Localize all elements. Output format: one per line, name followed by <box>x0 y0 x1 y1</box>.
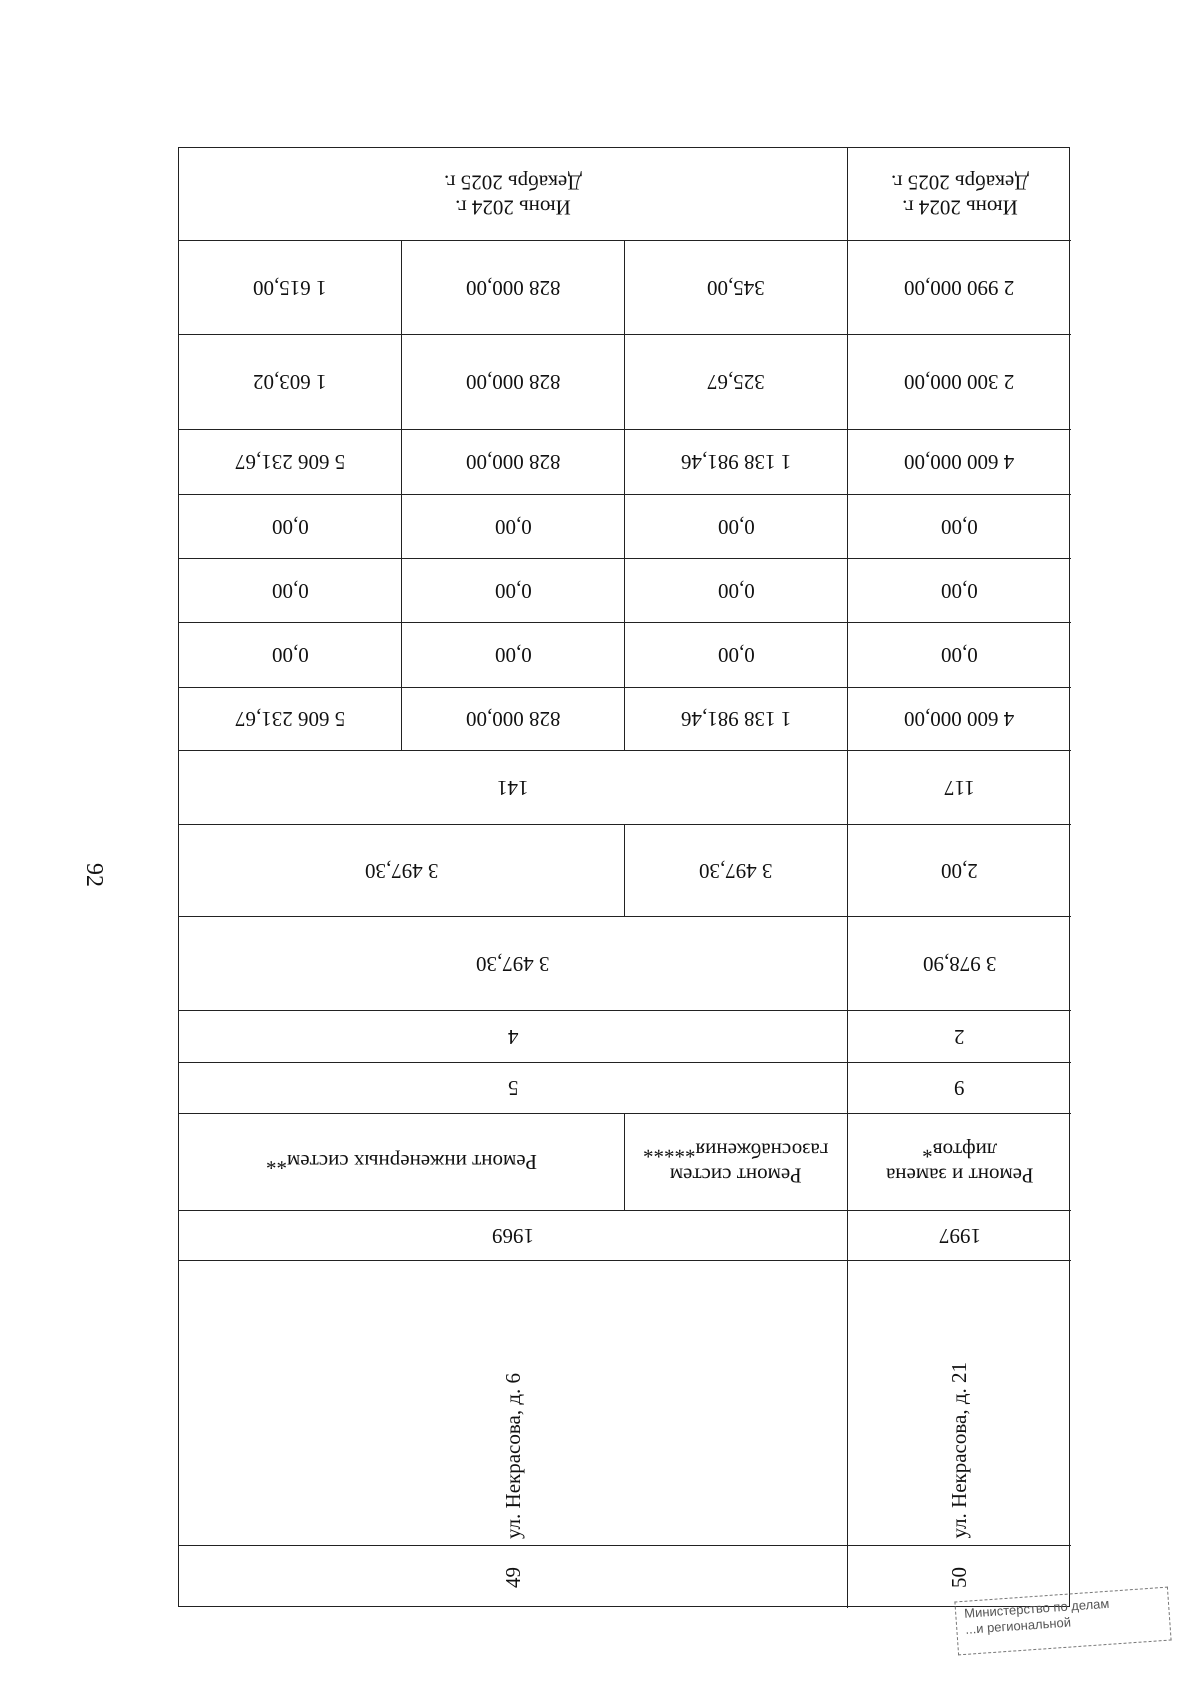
address-house-49-text: ул. Некрасова, д. 6 <box>500 1372 525 1539</box>
cost-row-4-col-2 <box>402 559 625 623</box>
register-table <box>178 147 1070 1607</box>
cost-row-2-col-2-text: 828 000,00 <box>465 450 561 475</box>
cost-row-2-col-2 <box>402 430 625 495</box>
work-house-49-engineering <box>179 1114 625 1211</box>
cost-row-1-col-1-text: 1 603,02 <box>253 370 327 395</box>
cost-row-3-col-2 <box>402 495 625 559</box>
cost-row-4-col-3-text: 0,00 <box>717 579 755 604</box>
table-grid <box>179 148 1069 1606</box>
cost-row-0-col-2-text: 828 000,00 <box>465 276 561 301</box>
cost-row-4-col-3 <box>625 559 848 623</box>
work-house-49-engineering-text: Ремонт инженерных систем** <box>265 1150 538 1175</box>
entrances-house-49-text: 4 <box>507 1025 519 1050</box>
cost-row-4-col-4-text: 0,00 <box>941 579 978 604</box>
cost-row-1-col-1 <box>179 335 402 430</box>
cost-row-0-col-1-text: 1 615,00 <box>253 276 327 301</box>
cost-row-2-col-4 <box>848 430 1071 495</box>
cost-row-6-col-3-text: 1 138 981,46 <box>680 707 792 732</box>
cost-row-5-col-1-text: 0,00 <box>271 643 309 668</box>
total-area-house-50 <box>848 917 1071 1011</box>
year-house-49 <box>179 1211 848 1261</box>
year-house-49-text: 1969 <box>492 1224 534 1249</box>
year-house-50 <box>848 1211 1071 1261</box>
cost-row-5-col-4 <box>848 623 1071 688</box>
floors-house-49-text: 141 <box>497 776 529 801</box>
cost-row-6-col-1 <box>179 688 402 751</box>
cost-row-5-col-3-text: 0,00 <box>717 643 755 668</box>
cost-row-1-col-3-text: 325,67 <box>707 370 765 395</box>
area-house-49-b-text: 3 497,30 <box>364 859 439 884</box>
year-house-50-text: 1997 <box>938 1224 981 1249</box>
address-house-50-text: ул. Некрасова, д. 21 <box>947 1362 971 1539</box>
cost-row-3-col-3-text: 0,00 <box>717 515 755 540</box>
area-house-49-a-text: 3 497,30 <box>699 859 773 884</box>
cost-row-1-col-4 <box>848 335 1071 430</box>
cost-row-6-col-1-text: 5 606 231,67 <box>234 707 346 732</box>
work-house-50-lifts <box>848 1114 1071 1211</box>
cost-row-5-col-1 <box>179 623 402 688</box>
header-period-left-text: Июнь 2024 г. Декабрь 2025 г. <box>444 170 582 220</box>
area-house-50-text: 2,00 <box>941 859 978 884</box>
number-house-49 <box>179 1546 848 1608</box>
cost-row-4-col-4 <box>848 559 1071 623</box>
cost-row-2-col-3-text: 1 138 981,46 <box>680 450 792 475</box>
cost-row-0-col-3-text: 345,00 <box>707 276 765 301</box>
storeys-house-49 <box>179 1063 848 1114</box>
page-number: 92 <box>81 863 107 887</box>
work-house-49-gas-text: Ремонт систем газоснабжения***** <box>643 1138 829 1188</box>
cost-row-6-col-2-text: 828 000,00 <box>465 707 561 732</box>
total-area-house-49-text: 3 497,30 <box>476 952 550 977</box>
cost-row-3-col-1 <box>179 495 402 559</box>
cost-row-0-col-4 <box>848 241 1071 335</box>
cost-row-6-col-4-text: 4 600 000,00 <box>904 707 1015 732</box>
cost-row-6-col-4 <box>848 688 1071 751</box>
cost-row-1-col-2 <box>402 335 625 430</box>
storeys-house-50 <box>848 1063 1071 1114</box>
cost-row-0-col-2 <box>402 241 625 335</box>
cost-row-3-col-3 <box>625 495 848 559</box>
area-house-50 <box>848 825 1071 917</box>
cost-row-3-col-4-text: 0,00 <box>941 515 978 540</box>
floors-house-49 <box>179 751 848 825</box>
area-house-49-a <box>625 825 848 917</box>
header-period-left <box>179 148 848 241</box>
cost-row-4-col-1 <box>179 559 402 623</box>
floors-house-50-text: 117 <box>944 776 975 801</box>
cost-row-5-col-2 <box>402 623 625 688</box>
work-house-50-lifts-text: Ремонт и замена лифтов* <box>885 1138 1034 1188</box>
cost-row-3-col-4 <box>848 495 1071 559</box>
total-area-house-50-text: 3 978,90 <box>922 952 997 977</box>
work-house-49-gas <box>625 1114 848 1211</box>
cost-row-4-col-1-text: 0,00 <box>271 579 309 604</box>
cost-row-0-col-1 <box>179 241 402 335</box>
cost-row-1-col-2-text: 828 000,00 <box>465 370 561 395</box>
number-house-49-text: 49 <box>500 1566 525 1588</box>
cost-row-2-col-1 <box>179 430 402 495</box>
entrances-house-50-text: 2 <box>954 1025 965 1050</box>
area-house-49-b <box>179 825 625 917</box>
cost-row-2-col-4-text: 4 600 000,00 <box>904 450 1015 475</box>
cost-row-5-col-3 <box>625 623 848 688</box>
number-house-50-text: 50 <box>947 1566 971 1588</box>
address-house-49 <box>179 1261 848 1546</box>
cost-row-6-col-3 <box>625 688 848 751</box>
entrances-house-49 <box>179 1011 848 1063</box>
cost-row-2-col-3 <box>625 430 848 495</box>
cost-row-0-col-4-text: 2 990 000,00 <box>904 276 1015 301</box>
cost-row-0-col-3 <box>625 241 848 335</box>
header-period-right <box>848 148 1071 241</box>
stamp-line-1: Министерство по делам <box>963 1595 1110 1621</box>
stamp-line-2: ...и региональной <box>964 1614 1072 1638</box>
storeys-house-50-text: 9 <box>954 1076 965 1101</box>
cost-row-2-col-1-text: 5 606 231,67 <box>234 450 346 475</box>
cost-row-3-col-1-text: 0,00 <box>271 515 309 540</box>
cost-row-6-col-2 <box>402 688 625 751</box>
address-house-50 <box>848 1261 1071 1546</box>
cost-row-4-col-2-text: 0,00 <box>494 579 532 604</box>
cost-row-1-col-4-text: 2 300 000,00 <box>904 370 1015 395</box>
entrances-house-50 <box>848 1011 1071 1063</box>
cost-row-1-col-3 <box>625 335 848 430</box>
cost-row-5-col-2-text: 0,00 <box>494 643 532 668</box>
total-area-house-49 <box>179 917 848 1011</box>
floors-house-50 <box>848 751 1071 825</box>
cost-row-5-col-4-text: 0,00 <box>941 643 978 668</box>
storeys-house-49-text: 5 <box>507 1076 519 1101</box>
header-period-right-text: Июнь 2024 г. Декабрь 2025 г. <box>890 170 1029 220</box>
cost-row-3-col-2-text: 0,00 <box>494 515 532 540</box>
